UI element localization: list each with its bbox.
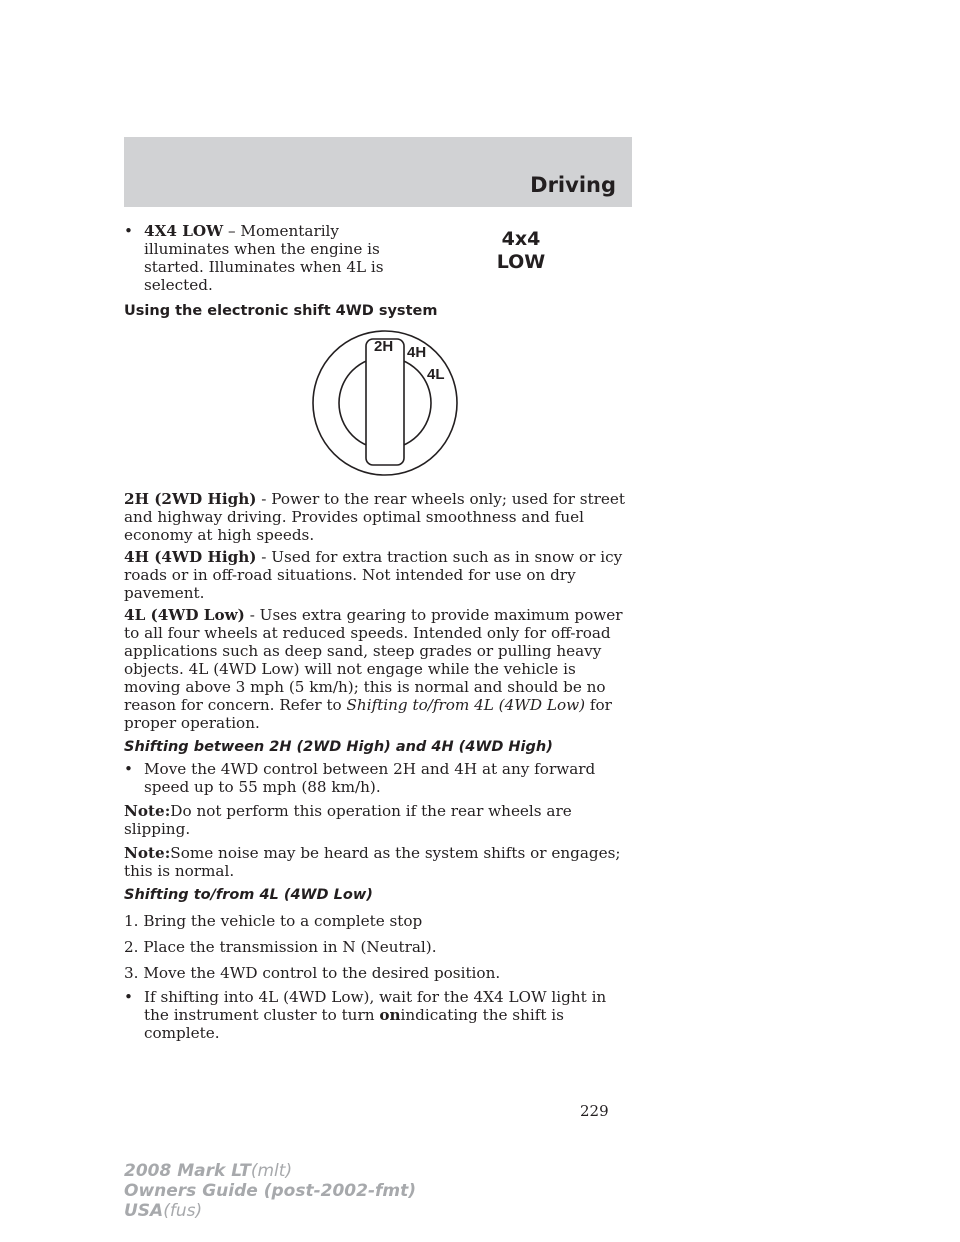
- heading-using-electronic-shift: Using the electronic shift 4WD system: [124, 303, 438, 319]
- mode-4l: 4L (4WD Low) - Uses extra gearing to provide maximum power to all four wheels at reduced speeds. Intended only for off-road applications such as deep sand, steep grades or pulling heavy objects. 4L (4WD Low) will not engage while the vehicle is moving above 3 mph (5 km/h); this is normal and should be no reason for concern. Refer to Shifting to/from 4L (4WD Low) for proper operation.: [124, 606, 623, 732]
- knob-label-2h: 2H: [374, 338, 394, 355]
- indicator-line-1: 4x4: [501, 228, 541, 250]
- footer-line-3: USA(fus): [124, 1201, 203, 1221]
- mode-2h: 2H (2WD High) - Power to the rear wheels only; used for street and highway driving. Provides optimal smoothness and fuel economy at high speeds.: [124, 490, 625, 544]
- reference-link: Shifting to/from 4L (4WD Low): [346, 696, 586, 714]
- page-number: 229: [580, 1102, 609, 1120]
- footer-line-2: Owners Guide (post-2002-fmt): [124, 1181, 417, 1201]
- step-1: 1. Bring the vehicle to a complete stop: [124, 912, 423, 930]
- header-band: [124, 137, 632, 207]
- indicator-line-2: LOW: [496, 251, 546, 273]
- heading-shifting-between: Shifting between 2H (2WD High) and 4H (4WD High): [124, 739, 553, 755]
- section-title: Driving: [530, 173, 616, 197]
- list-item-wait-for-light: • If shifting into 4L (4WD Low), wait for the 4X4 LOW light in the instrument cluster to turn onindicating the shift is complete.: [124, 988, 607, 1042]
- note-slipping: Note:Do not perform this operation if the rear wheels are slipping.: [124, 802, 572, 838]
- step-2: 2. Place the transmission in N (Neutral).: [124, 938, 437, 956]
- desc-4x4-low: – Momentarily illuminates when the engine is started. Illuminates when 4L is selected.: [144, 222, 384, 294]
- list-item-move-control: • Move the 4WD control between 2H and 4H at any forward speed up to 55 mph (88 km/h).: [124, 760, 596, 796]
- note-noise: Note:Some noise may be heard as the system shifts or engages; this is normal.: [124, 844, 621, 880]
- step-3: 3. Move the 4WD control to the desired position.: [124, 964, 501, 982]
- knob-label-4l: 4L: [427, 366, 445, 383]
- footer-line-1: 2008 Mark LT(mlt): [124, 1161, 293, 1181]
- term-4x4-low: 4X4 LOW: [144, 222, 224, 240]
- knob-label-4h: 4H: [407, 344, 427, 361]
- page-content: [124, 222, 634, 1042]
- footer: [124, 1161, 416, 1221]
- list-item-4x4-low: • 4X4 LOW – Momentarily illuminates when the engine is started. Illuminates when 4L is selected.: [124, 222, 384, 294]
- heading-shifting-to-from: Shifting to/from 4L (4WD Low): [124, 887, 373, 903]
- mode-4h: 4H (4WD High) - Used for extra traction such as in snow or icy roads or in off-road situations. Not intended for use on dry pavement.: [124, 548, 623, 602]
